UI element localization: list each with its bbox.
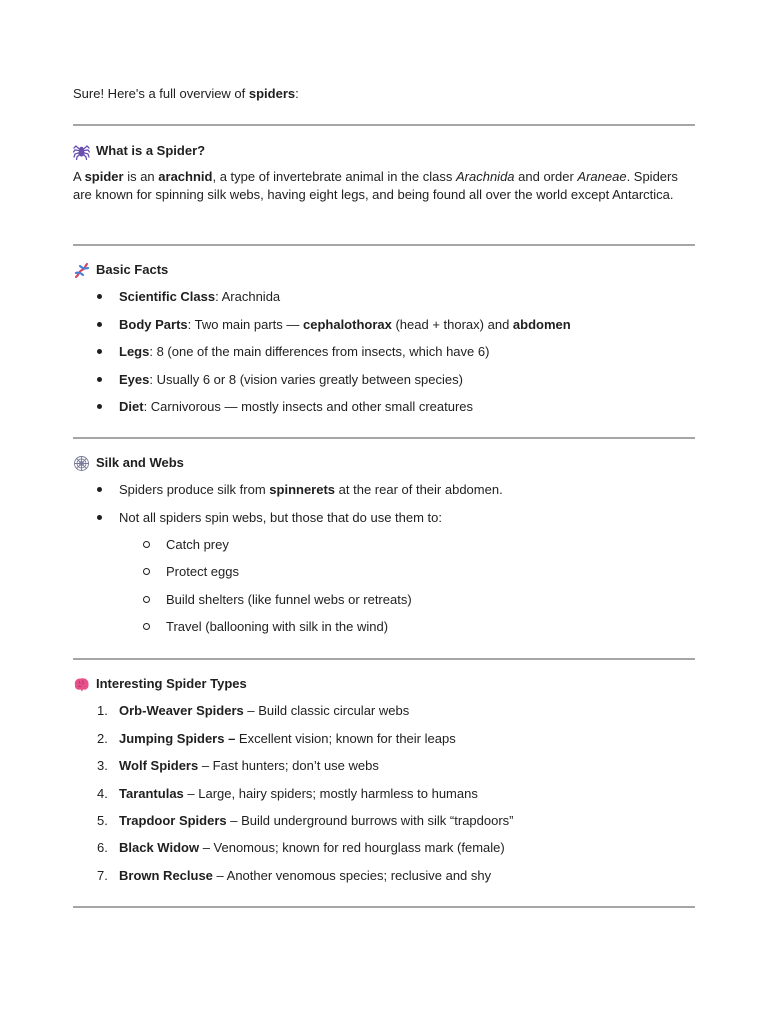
brain-icon (73, 676, 90, 693)
sub-list-item: Build shelters (like funnel webs or retreats) (143, 591, 150, 609)
spider-definition-paragraph: A spider is an arachnid, a type of invertebrate animal in the class Arachnida and order Araneae. Spiders are known for spinning silk webs, having eight legs, and being found all over the world except Antarctica. (73, 169, 678, 202)
section-heading-text: What is a Spider? (96, 143, 206, 158)
spider-icon (73, 143, 90, 160)
sub-list-item: Catch prey (143, 536, 150, 554)
section-basic-facts-heading (73, 261, 168, 279)
intro-text: Sure! Here's a full overview of (73, 86, 249, 101)
divider (73, 437, 695, 439)
divider (73, 244, 695, 246)
web-icon (73, 455, 90, 472)
sub-list-item: Travel (ballooning with silk in the wind) (143, 618, 150, 636)
intro-colon: : (295, 86, 299, 101)
intro-line (73, 85, 299, 103)
section-spider-types-heading (73, 675, 247, 693)
divider (73, 906, 695, 908)
dna-icon (73, 262, 90, 279)
intro-bold: spiders (248, 86, 296, 101)
section-heading-text: Basic Facts (96, 262, 169, 277)
sub-list-item: Protect eggs (143, 563, 150, 581)
section-heading-text: Interesting Spider Types (96, 676, 247, 691)
divider (73, 124, 695, 126)
section-silk-webs-heading (73, 454, 184, 472)
divider (73, 658, 695, 660)
section-heading-text: Silk and Webs (96, 455, 184, 470)
section-what-is-spider-heading (73, 142, 205, 160)
